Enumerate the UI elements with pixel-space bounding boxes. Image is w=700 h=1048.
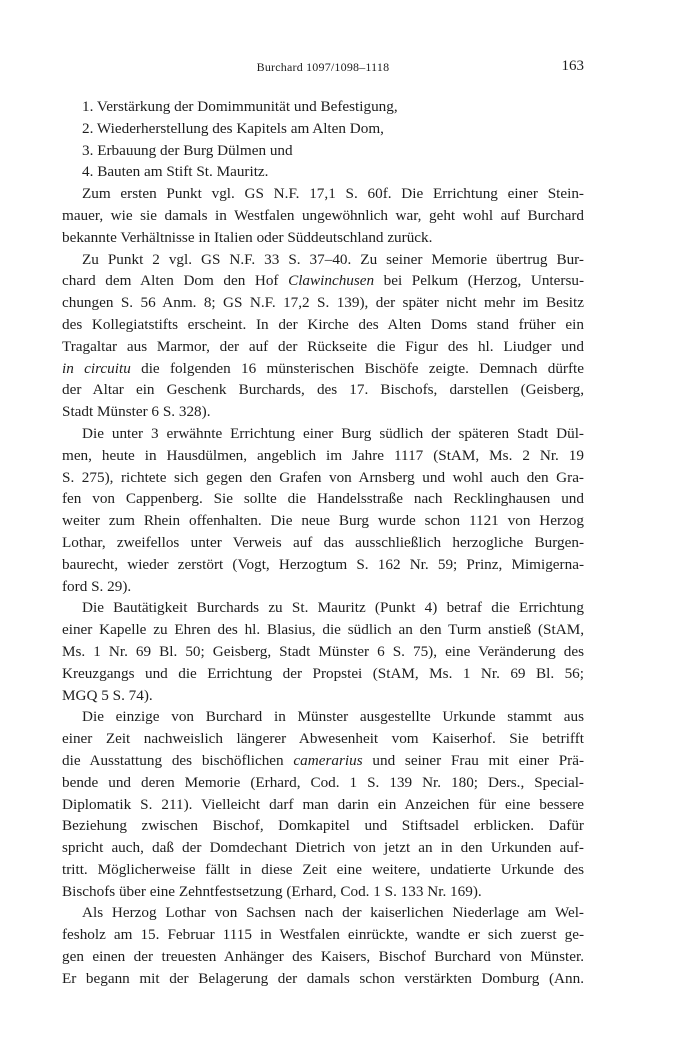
text-line: Kreuzgangs und die Errichtung der Propstei (StAM, Ms. 1 Nr. 69 Bl. 56; (62, 664, 584, 682)
text-line: mauer, wie sie damals in Westfalen ungewöhnlich war, geht wohl auf Burchard (62, 206, 584, 224)
text-line: men, heute in Hausdülmen, angeblich im Jahre 1117 (StAM, Ms. 2 Nr. 19 (62, 446, 584, 464)
text-line: in circuitu die folgenden 16 münsterischen Bischöfe zeigte. Demnach dürfte (62, 359, 584, 377)
text-line: 4. Bauten am Stift St. Mauritz. (82, 163, 269, 181)
text-line: einer Zeit nachweislich längerer Abwesenheit vom Kaiserhof. Sie betrifft (62, 730, 584, 748)
body-text (62, 96, 584, 990)
italic-term: Clawinchusen (288, 272, 375, 290)
text-line: Ms. 1 Nr. 69 Bl. 50; Geisberg, Stadt Münster 6 S. 75), eine Veränderung des (62, 642, 584, 660)
text-line: weiter zum Rhein offenhalten. Die neue Burg wurde schon 1121 von Herzog (62, 512, 584, 530)
text-line: die Ausstattung des bischöflichen camerarius und seiner Frau mit einer Prä- (62, 751, 585, 769)
text-line: Zum ersten Punkt vgl. GS N.F. 17,1 S. 60f. Die Errichtung einer Stein- (82, 185, 584, 203)
text-line: ford S. 29). (62, 577, 132, 595)
text-line: Tragaltar aus Marmor, der auf der Rückseite die Figur des hl. Liudger und (62, 337, 584, 355)
text-line: der Altar ein Geschenk Burchards, des 17. Bischofs, darstellen (Geisberg, (62, 381, 584, 399)
text-line: Als Herzog Lothar von Sachsen nach der kaiserlichen Niederlage am Wel- (82, 904, 584, 922)
text-line: einer Kapelle zu Ehren des hl. Blasius, die südlich an den Turm anstieß (StAM, (62, 621, 584, 639)
text-line: Bischofs über eine Zehntfestsetzung (Erhard, Cod. 1 S. 133 Nr. 169). (62, 882, 482, 900)
italic-term: camerarius (293, 751, 363, 769)
text-line: Lothar, zweifellos unter Verweis auf das ausschließlich herzogliche Burgen- (62, 533, 584, 551)
text-line: Die Bautätigkeit Burchards zu St. Mauritz (Punkt 4) betraf die Errichtung (82, 599, 584, 617)
italic-term: in circuitu (62, 359, 131, 377)
text-line: chungen S. 56 Anm. 8; GS N.F. 17,2 S. 139), der später nicht mehr im Besitz (62, 294, 584, 312)
text-line: fesholz am 15. Februar 1115 in Westfalen einrückte, wandte er sich zuerst ge- (62, 926, 584, 944)
text-line: Er begann mit der Belagerung der damals schon verstärkten Domburg (Ann. (62, 969, 584, 987)
text-line: spricht auch, daß der Domdechant Dietrich von jetzt an in den Urkunden auf- (62, 839, 584, 857)
text-line: tritt. Möglicherweise fällt in diese Zeit eine weitere, undatierte Urkunde des (62, 860, 584, 878)
text-line: baurecht, wieder zerstört (Vogt, Herzogtum S. 162 Nr. 59; Prinz, Mimigerna- (62, 555, 584, 573)
text-line: chard dem Alten Dom den Hof Clawinchusen bei Pelkum (Herzog, Untersu- (62, 272, 585, 290)
text-line: 1. Verstärkung der Domimmunität und Befestigung, (82, 98, 398, 115)
text-line: gen einen der treuesten Anhänger des Kaisers, Bischof Burchard von Münster. (62, 948, 584, 966)
text-line: Die einzige von Burchard in Münster ausgestellte Urkunde stammt aus (82, 708, 584, 726)
text-line: 3. Erbauung der Burg Dülmen und (82, 141, 293, 159)
text-line: S. 275), richtete sich gegen den Grafen von Arnsberg und wohl auch den Gra- (62, 468, 584, 486)
text-line: Die unter 3 erwähnte Errichtung einer Burg südlich der späteren Stadt Dül- (82, 424, 584, 442)
text-line: fen von Cappenberg. Sie sollte die Handelsstraße nach Recklinghausen und (62, 490, 584, 508)
text-line: 2. Wiederherstellung des Kapitels am Alten Dom, (82, 119, 384, 137)
text-line: bende und deren Memorie (Erhard, Cod. 1 S. 139 Nr. 180; Ders., Special- (62, 773, 584, 791)
text-line: Stadt Münster 6 S. 328). (62, 403, 211, 421)
text-line: Zu Punkt 2 vgl. GS N.F. 33 S. 37–40. Zu seiner Memorie übertrug Bur- (82, 250, 584, 268)
page-number: 163 (561, 58, 584, 74)
text-line: Diplomatik S. 211). Vielleicht darf man darin ein Anzeichen für eine bessere (62, 795, 584, 813)
text-line: des Kollegiatstifts erscheint. In der Kirche des Alten Doms stand früher ein (62, 315, 584, 333)
text-line: Beziehung zwischen Bischof, Domkapitel und Stiftsadel erblicken. Dafür (62, 817, 584, 835)
text-line: bekannte Verhältnisse in Italien oder Süddeutschland zurück. (62, 228, 433, 246)
running-head (62, 58, 584, 78)
running-title: Burchard 1097/1098–1118 (256, 60, 390, 74)
text-line: MGQ 5 S. 74). (62, 686, 153, 704)
